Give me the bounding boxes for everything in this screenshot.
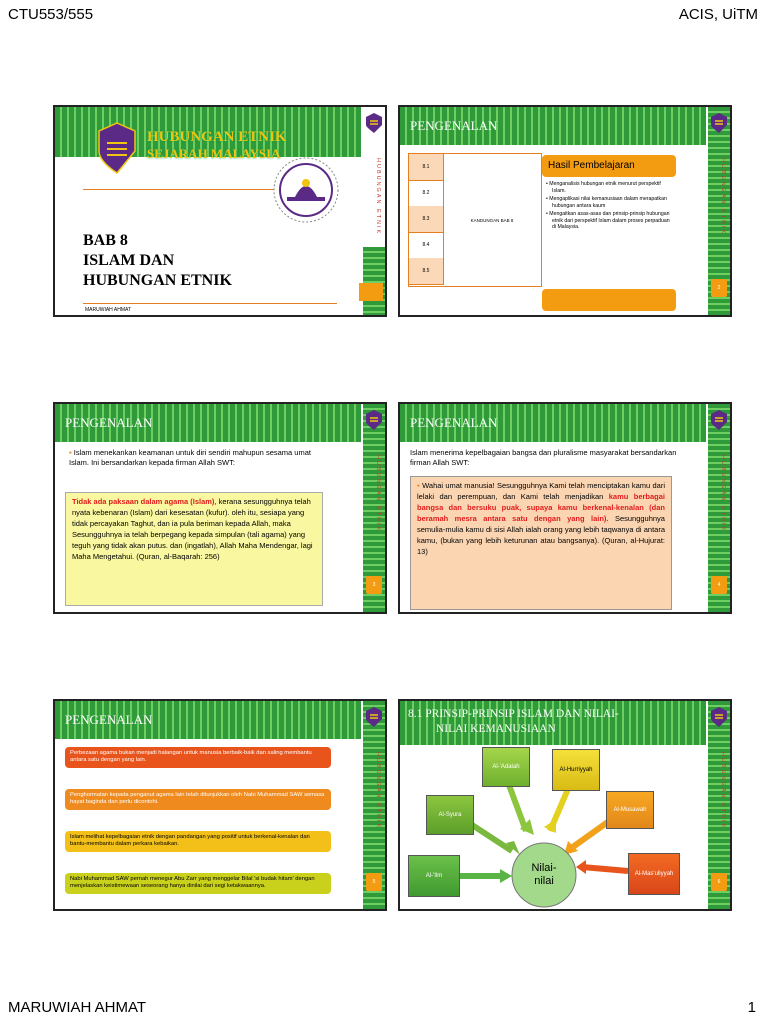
- node-ilm: Al-'Ilm: [408, 855, 460, 897]
- page-number: 3: [366, 576, 382, 594]
- bab-title-line2: ISLAM DAN: [83, 252, 175, 269]
- quote-highlight: kamu berbagai bangsa dan bersuku puak, supaya kamu berkenal-kenalan (dan beramah mesra antara satu dengan yang lain).: [417, 492, 665, 523]
- title-divider: [83, 189, 279, 190]
- page-number: 2: [711, 279, 727, 297]
- list-item: • Menganalisis hubungan etnik menurut perspektif Islam.: [546, 181, 661, 194]
- sidebar-text: HUBUNGAN ETNIK: [720, 158, 726, 236]
- slide-6: [398, 699, 732, 911]
- table-row: 8.5: [409, 258, 444, 285]
- point-item: Nabi Muhammad SAW pernah menegur Abu Zarr yang menggelar Bilal 'si budak hitam' dengan menjelaskan keistimewaan seseorang hanya dinilai dari segi ketakwaannya.: [65, 873, 331, 894]
- table-row: 8.3: [409, 206, 444, 233]
- orange-box: [359, 283, 383, 301]
- slide-5: [53, 699, 387, 911]
- page-number: 6: [711, 873, 727, 891]
- hasil-list: [546, 181, 672, 233]
- center-label: Nilai-nilai: [531, 862, 557, 887]
- bullet-icon: ▪: [69, 448, 74, 457]
- slide6-title-line2: NILAI KEMANUSIAAN: [436, 723, 556, 735]
- table-row: 8.2: [409, 180, 444, 207]
- bab-number: BAB 8: [83, 232, 128, 249]
- uitm-logo-icon: [366, 113, 382, 133]
- mosque-emblem-icon: [273, 157, 339, 223]
- list-item: • Mengaplikasi nilai kemanusiaan dalam merapatkan hubungan antara kaum: [546, 196, 667, 209]
- point-item: Penghormatan kepada penganut agama lain telah ditunjukkan oleh Nabi Muhammad SAW semasa hayat baginda dan perlu dicontohi.: [65, 789, 331, 810]
- center-node: [512, 855, 576, 895]
- header-left: CTU553/555: [8, 6, 94, 23]
- table-row: 8.1: [409, 154, 444, 181]
- table-row: 8.4: [409, 232, 444, 259]
- slide1-author: MARUWIAH AHMAT: [85, 307, 132, 313]
- sidebar-text: HUBUNGAN ETNIK: [375, 752, 381, 830]
- slide-1: [53, 105, 387, 317]
- node-adalah: Al-'Adalah: [482, 747, 530, 787]
- sidebar-text: HUBUNGAN ETNIK: [720, 455, 726, 533]
- header-right: ACIS, UiTM: [678, 6, 758, 23]
- slide2-title: PENGENALAN: [410, 118, 498, 133]
- sidebar: [363, 247, 385, 315]
- uitm-logo-icon: [366, 410, 382, 430]
- slide-3: [53, 402, 387, 614]
- kandungan-label: KANDUNGAN BAB 8: [470, 217, 514, 223]
- quote-text: , kerana sesungguhnya telah nyata kebenaran (Islam) dari kesesatan (kufur). oleh itu, sesiapa yang tidak percayakan Taghut, dan ia pula beriman kepada Allah, maka Sesungguhnya ia telah berpegang kepada simpulan (tali agama) yang teguh yang tidak akan putus. dan (ingatlah), Allah Maha Mendengar, lagi Maha Mengetahui. (Quran, al-Baqarah: 256): [72, 497, 313, 561]
- quote-text-a: Wahai umat manusia! Sesungguhnya Kami telah menciptakan kamu dari lelaki dan perempuan, dan Kami telah menjadikan: [417, 481, 665, 501]
- quote-highlight: Tidak ada paksaan dalam agama (Islam): [72, 497, 215, 506]
- slide1-title-line1: HUBUNGAN ETNIK: [147, 129, 287, 145]
- page-number: 4: [711, 576, 727, 594]
- sidebar-text: HUBUNGAN ETNIK: [375, 455, 381, 533]
- hasil-heading: Hasil Pembelajaran: [542, 155, 676, 177]
- slide3-title: PENGENALAN: [65, 415, 153, 430]
- uitm-crest-icon: [97, 121, 137, 175]
- hasil-footer-bar: [542, 289, 676, 311]
- slide4-title: PENGENALAN: [410, 415, 498, 430]
- intro-text: Islam menekankan keamanan untuk diri sendiri mahupun sesama umat Islam. Ini bersandarkan kepada firman Allah SWT:: [69, 448, 311, 467]
- page-number: 5: [366, 873, 382, 891]
- node-musawah: Al-Musawah: [606, 791, 654, 829]
- slide-2: [398, 105, 732, 317]
- slide3-intro: [69, 448, 333, 468]
- uitm-logo-icon: [711, 410, 727, 430]
- slide4-intro: Islam menerima kepelbagaian bangsa dan pluralisme masyarakat bersandarkan firman Allah SWT:: [410, 448, 677, 467]
- slide5-title: PENGENALAN: [65, 712, 153, 727]
- sidebar-text: HUBUNGAN ETNIK: [375, 158, 381, 236]
- uitm-logo-icon: [711, 707, 727, 727]
- sidebar-text: HUBUNGAN ETNIK: [720, 752, 726, 830]
- uitm-logo-icon: [711, 113, 727, 133]
- slide6-title-line1: 8.1 PRINSIP-PRINSIP ISLAM DAN NILAI-: [408, 708, 619, 720]
- contents-table: [408, 153, 542, 287]
- quote-box: [65, 492, 323, 606]
- uitm-logo-icon: [366, 707, 382, 727]
- quote-box: [410, 476, 672, 610]
- point-item: Islam melihat kepelbagaian etnik dengan pandangan yang positif untuk berkenal-kenalan dan bantu-membantu dalam perkara kebaikan.: [65, 831, 331, 852]
- bullet-icon: ▪: [417, 481, 423, 490]
- slide-4: [398, 402, 732, 614]
- slide1-title-line2: SEJARAH MALAYSIA: [147, 146, 281, 161]
- bottom-divider: [83, 303, 337, 304]
- footer-left: MARUWIAH AHMAT: [8, 999, 147, 1016]
- node-syura: Al-Syura: [426, 795, 474, 835]
- footer-right: 1: [747, 999, 756, 1016]
- list-item: • Mengaitkan asas-asas dan prinsip-prinsip hubungan etnik dari perspektif Islam dalam proses perpaduan di Malaysia.: [546, 211, 670, 230]
- node-hurriyyah: Al-Hurriyyah: [552, 749, 600, 791]
- node-masuliyyah: Al-Mas'uliyyah: [628, 853, 680, 895]
- quote-text-b: Sesungguhnya semulia-mulia kamu di sisi Allah ialah orang yang lebih taqwanya di antara kamu, (bukan yang lebih keturunan atau bangsanya). (Quran, al-Hujurat: 13): [417, 514, 665, 556]
- bab-title-line3: HUBUNGAN ETNIK: [83, 272, 232, 289]
- point-item: Perbezaan agama bukan menjadi halangan untuk manusia berbaik-baik dan saling membantu antara satu dengan yang lain.: [65, 747, 331, 768]
